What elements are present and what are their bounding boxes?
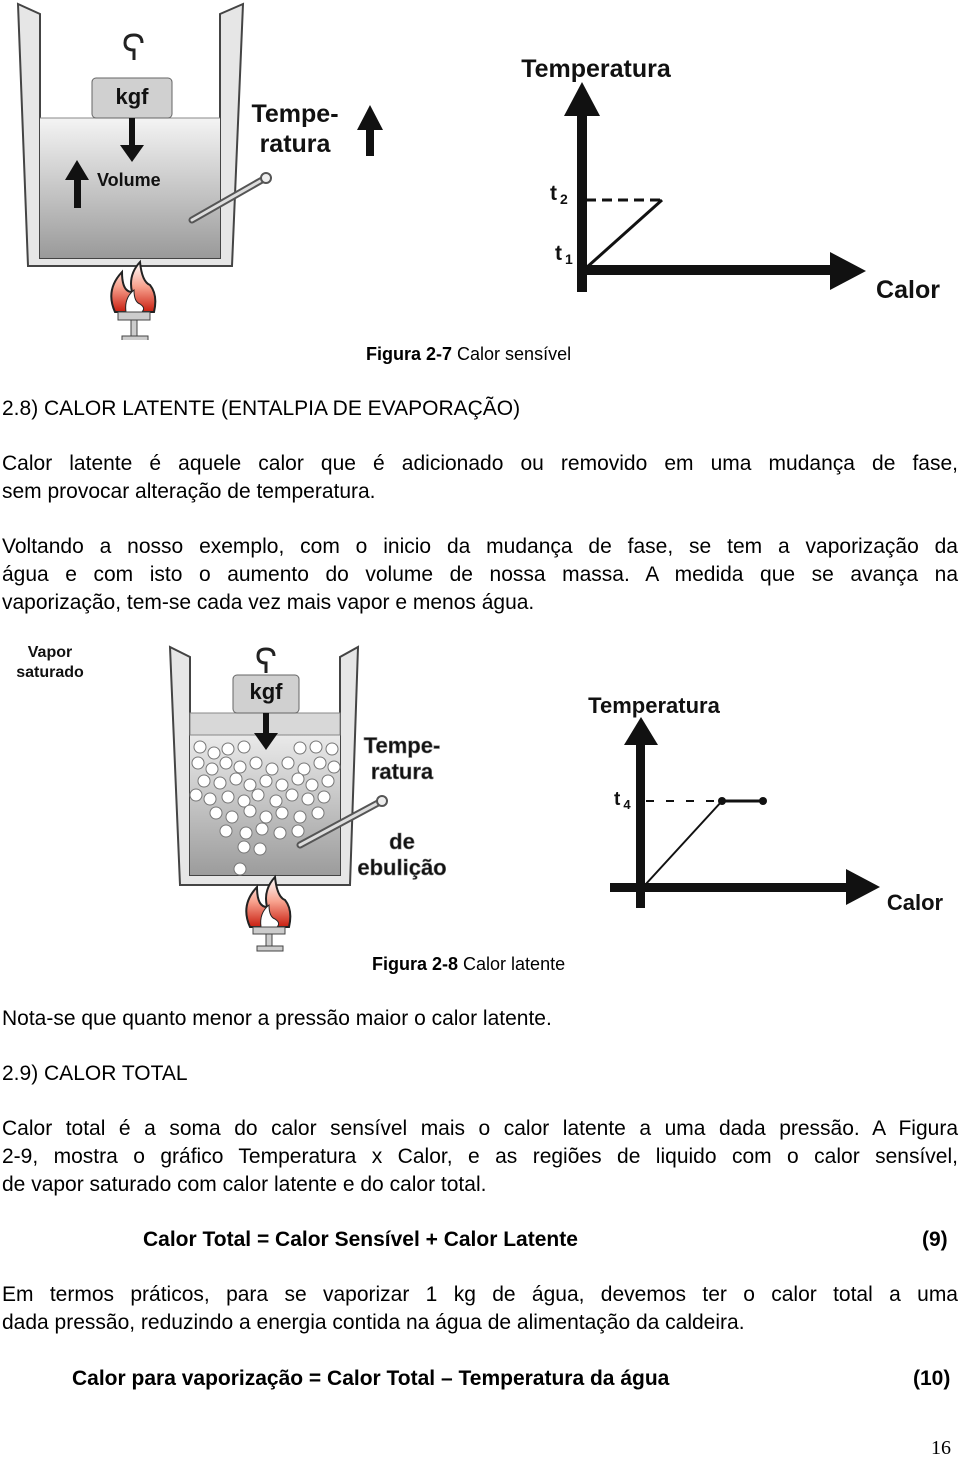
hook-icon — [258, 649, 274, 673]
vapor-bubble — [198, 775, 210, 787]
vapor-bubble — [292, 825, 304, 837]
paragraph — [2, 450, 958, 506]
vapor-bubble — [244, 805, 256, 817]
vapor-bubble — [244, 779, 256, 791]
vapor-bubble — [292, 773, 304, 785]
caption-text: Calor latente — [458, 954, 566, 974]
sensible-heat-line — [586, 200, 662, 268]
figure-2-7-caption — [366, 344, 571, 365]
vapor-bubble — [326, 743, 338, 755]
caption-label: Figura 2-8 — [372, 954, 459, 974]
temperature-calor-chart-2 — [610, 717, 880, 908]
vapor-bubble — [222, 743, 234, 755]
vapor-bubble — [208, 747, 220, 759]
paragraph-line: 2-9, mostra o gráfico Temperatura x Calor, e as regiões de liquido com o calor sensível, — [2, 1145, 958, 1168]
paragraph-line: Calor total é a soma do calor sensível mais o calor latente a uma dada pressão. A Figura — [2, 1117, 958, 1140]
vapor-bubble — [238, 741, 250, 753]
axis-x-label: Calor — [876, 276, 940, 304]
phase-change-end-point — [759, 797, 767, 805]
temperature-calor-chart-1 — [564, 82, 866, 292]
paragraph-line: água e com isto o aumento do volume de nossa massa. A medida que se avança na — [2, 563, 958, 586]
kgf-label: kgf — [249, 679, 283, 704]
section-heading: 2.8) CALOR LATENTE (ENTALPIA DE EVAPORAÇÃO) — [2, 397, 521, 420]
boiling-label-2: ebulição — [357, 855, 447, 880]
vapor-bubble — [266, 763, 278, 775]
vapor-bubble — [238, 841, 250, 853]
vapor-label-1: Vapor — [27, 644, 73, 661]
paragraph-line: Em termos práticos, para se vaporizar 1 kg de água, devemos ter o calor total a uma — [2, 1283, 958, 1306]
temperature-side-label-2: ratura — [370, 759, 434, 784]
vapor-bubble — [250, 757, 262, 769]
vapor-bubble — [270, 795, 282, 807]
vapor-bubble — [276, 807, 288, 819]
paragraph-line: vaporização, tem-se cada vez mais vapor e menos água. — [2, 591, 535, 614]
vapor-bubble — [226, 811, 238, 823]
up-arrow-icon — [357, 105, 383, 156]
vapor-bubble — [302, 793, 314, 805]
vapor-bubble — [234, 761, 246, 773]
vapor-bubble — [254, 843, 266, 855]
vapor-bubble — [206, 763, 218, 775]
temperature-side-label-1: Tempe- — [363, 733, 441, 758]
page-number: 16 — [931, 1437, 951, 1459]
vapor-bubble — [310, 741, 322, 753]
vapor-bubble — [328, 761, 340, 773]
figure-2-8-caption — [372, 954, 565, 975]
paragraph-line: Calor latente é aquele calor que é adicionado ou removido em uma mudança de fase, — [2, 452, 958, 475]
vapor-bubble — [220, 757, 232, 769]
paragraph-line: dada pressão, reduzindo a energia contida na água de alimentação da caldeira. — [2, 1311, 745, 1334]
vapor-bubble — [312, 807, 324, 819]
equation-9: Calor Total = Calor Sensível + Calor Latente — [143, 1228, 578, 1251]
vapor-bubble — [220, 825, 232, 837]
temperature-side-label-2: ratura — [259, 130, 331, 158]
caption-text: Calor sensível — [452, 344, 572, 364]
caption-label: Figura 2-7 — [366, 344, 453, 364]
paragraph — [2, 533, 958, 617]
vapor-bubble — [256, 823, 268, 835]
flame-icon — [111, 262, 155, 312]
vapor-bubble — [190, 789, 202, 801]
sensible-heat-line — [645, 801, 722, 885]
figure-2-7 — [0, 0, 960, 340]
paragraph-line: sem provocar alteração de temperatura. — [2, 480, 376, 503]
burner-stand — [253, 927, 285, 951]
vapor-bubble — [274, 827, 286, 839]
temperature-side-label-1: Tempe- — [251, 100, 339, 128]
axis-y-label: Temperatura — [588, 693, 720, 718]
vapor-bubble — [294, 811, 306, 823]
t1-label: t 1 — [555, 242, 573, 267]
vapor-bubble — [222, 791, 234, 803]
vapor-bubble — [230, 773, 242, 785]
vapor-bubble — [282, 757, 294, 769]
vapor-bubble — [318, 791, 330, 803]
vapor-bubble — [214, 777, 226, 789]
axis-x-label: Calor — [886, 890, 944, 915]
note-text: Nota-se que quanto menor a pressão maior o calor latente. — [2, 1007, 552, 1030]
vapor-bubble — [240, 827, 252, 839]
vapor-bubble — [210, 807, 222, 819]
kgf-label: kgf — [115, 84, 149, 109]
hook-icon — [125, 35, 142, 60]
vapor-bubble — [314, 757, 326, 769]
section-heading: 2.9) CALOR TOTAL — [2, 1062, 188, 1085]
vapor-bubble — [234, 863, 246, 875]
t4-label: t $_4$ — [614, 789, 631, 812]
t2-label: t 2 — [550, 182, 568, 207]
burner-stand — [118, 312, 150, 340]
vapor-bubble — [204, 793, 216, 805]
vapor-bubble — [276, 779, 288, 791]
paragraph-line: de vapor saturado com calor latente e do calor total. — [2, 1173, 487, 1196]
phase-change-start-point — [718, 797, 726, 805]
vapor-bubble — [322, 775, 334, 787]
equation-10-number: (10) — [913, 1367, 951, 1390]
vapor-label-2: saturado — [16, 664, 84, 681]
vapor-bubble — [260, 811, 272, 823]
vapor-bubble — [192, 757, 204, 769]
vapor-bubble — [286, 789, 298, 801]
vapor-bubble — [260, 775, 272, 787]
vapor-bubble — [294, 742, 306, 754]
figure-2-8 — [0, 635, 960, 955]
vapor-bubble — [252, 789, 264, 801]
paragraph — [2, 1281, 958, 1337]
volume-label: Volume — [97, 170, 161, 190]
axis-y-label: Temperatura — [521, 55, 671, 83]
equation-10: Calor para vaporização = Calor Total – Temperatura da água — [72, 1367, 670, 1390]
vapor-bubble — [194, 741, 206, 753]
vapor-bubble — [306, 779, 318, 791]
paragraph-line: Voltando a nosso exemplo, com o inicio da mudança de fase, se tem a vaporização da — [2, 535, 958, 558]
equation-9-number: (9) — [922, 1228, 948, 1251]
paragraph — [2, 1115, 958, 1199]
boiling-label-1: de — [389, 829, 415, 854]
